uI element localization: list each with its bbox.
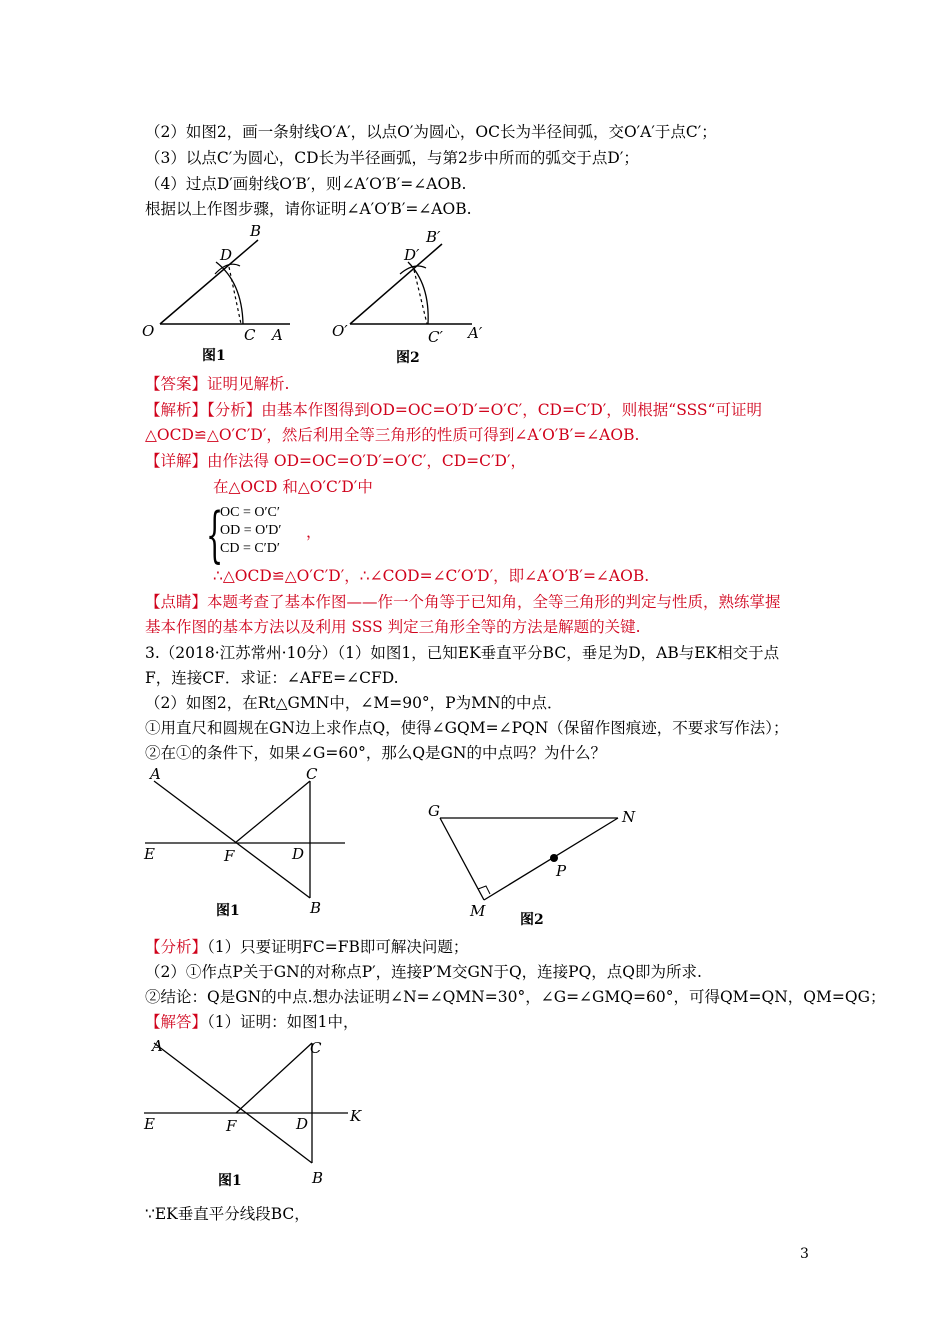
caption-fig1: 图1 — [202, 348, 226, 364]
label-D: D — [220, 246, 233, 264]
analysis-text-1: （1）只要证明FC=FB即可解决问题； — [207, 938, 469, 956]
label-B: B — [310, 899, 322, 917]
system-comma: ， — [306, 523, 322, 541]
label-C: C — [310, 1039, 322, 1057]
label-D: D — [296, 1115, 309, 1133]
label-B: B — [250, 222, 262, 240]
analysis-text-2: （2）①作点P关于GN的对称点P′，连接P′M交GN于Q，连接PQ，点Q即为所求. — [145, 963, 702, 981]
label-A: A — [152, 1037, 163, 1055]
text-task: 根据以上作图步骤，请你证明∠A′O′B′=∠AOB. — [145, 200, 472, 218]
q3-line-4: ①用直尺和圆规在GN边上求作点Q，使得∠GQM=∠PQN（保留作图痕迹，不要求写作法）； — [145, 719, 789, 737]
caption-mid-fig2: 图2 — [520, 912, 544, 928]
label-C-prime: C′ — [428, 328, 443, 346]
text-step-2: （2）如图2，画一条射线O′A′，以点O′为圆心，OC长为半径间弧，交O′A′于点C′； — [145, 123, 717, 141]
label-B-prime: B′ — [426, 228, 441, 246]
label-P: P — [556, 862, 567, 880]
figure-top-1 — [140, 222, 300, 367]
caption-mid-fig1: 图1 — [216, 903, 240, 919]
label-F: F — [226, 1117, 237, 1135]
answer: 【答案】证明见解析. — [145, 375, 290, 393]
label-M: M — [470, 902, 486, 920]
label-K: K — [350, 1107, 362, 1125]
label-F: F — [224, 847, 235, 865]
caption-fig2: 图2 — [396, 350, 420, 366]
solution-label-line — [145, 1011, 359, 1033]
therefore-line: ∴△OCD≌△O′C′D′，∴∠COD=∠C′O′D′，即∠A′O′B′=∠AOB. — [213, 567, 650, 585]
label-O: O — [142, 322, 155, 340]
label-D-prime: D′ — [404, 246, 420, 264]
figure-mid-1 — [140, 765, 355, 925]
analysis-line-2: △OCD≌△O′C′D′，然后利用全等三角形的性质可得到∠A′O′B′=∠AOB. — [145, 426, 640, 444]
system-eq-1: OC = O′C′ — [220, 505, 280, 520]
system-eq-2: OD = O′D′ — [220, 523, 282, 538]
point-line-2: 基本作图的基本方法以及利用 SSS 判定三角形全等的方法是解题的关键. — [145, 618, 641, 636]
label-A: A — [272, 326, 283, 344]
label-E: E — [144, 845, 155, 863]
q3-line-2: F，连接CF．求证：∠AFE=∠CFD. — [145, 669, 399, 687]
label-C: C — [244, 326, 256, 344]
page-number: 3 — [800, 1246, 809, 1262]
q3-line-3: （2）如图2，在Rt△GMN中，∠M=90°，P为MN的中点． — [145, 694, 563, 712]
label-E: E — [144, 1115, 155, 1133]
point-line-1: 【点睛】本题考查了基本作图——作一个角等于已知角，全等三角形的判定与性质，熟练掌握 — [145, 593, 781, 611]
analysis-line-1: 【解析】【分析】由基本作图得到OD=OC=O′D′=O′C′，CD=C′D′，则根据“SSS“可证明 — [145, 401, 762, 419]
label-A: A — [150, 765, 161, 783]
label-D: D — [292, 845, 305, 863]
label-C: C — [306, 765, 318, 783]
q3-line-5: ②在①的条件下，如果∠G=60°，那么Q是GN的中点吗？为什么？ — [145, 744, 606, 762]
label-O-prime: O′ — [332, 322, 348, 340]
last-line: ∵EK垂直平分线段BC， — [145, 1205, 310, 1223]
system-brace: { — [206, 500, 224, 570]
figure-mid-2 — [420, 800, 650, 930]
label-A-prime: A′ — [468, 324, 483, 342]
analysis-label-line — [145, 936, 468, 958]
system-eq-3: CD = C′D′ — [220, 541, 280, 556]
label-B: B — [312, 1169, 324, 1187]
text-step-4: （4）过点D′画射线O′B′，则∠A′O′B′=∠AOB. — [145, 175, 467, 193]
analysis-label: 【分析】 — [145, 938, 208, 956]
caption-bot-fig1: 图1 — [218, 1173, 242, 1189]
figure-bot-1 — [140, 1035, 365, 1195]
q3-line-1: 3.（2018·江苏常州·10分）（1）如图1，已知EK垂直平分BC，垂足为D，AB与EK相交于点 — [145, 644, 780, 662]
label-N: N — [622, 808, 636, 826]
label-G: G — [428, 802, 440, 820]
detail-line-1: 【详解】由作法得 OD=OC=O′D′=O′C′，CD=C′D′， — [145, 452, 526, 470]
figure-top-2 — [330, 222, 490, 367]
solution-label: 【解答】 — [145, 1013, 208, 1031]
text-step-3: （3）以点C′为圆心，CD长为半径画弧，与第2步中所而的弧交于点D′； — [145, 149, 639, 167]
analysis-text-3: ②结论：Q是GN的中点.想办法证明∠N=∠QMN=30°，∠G=∠GMQ=60°，可得QM=QN，QM=QG； — [145, 988, 886, 1006]
solution-text-1: （1）证明：如图1中， — [207, 1013, 359, 1031]
detail-line-2: 在△OCD 和△O′C′D′中 — [213, 478, 373, 496]
